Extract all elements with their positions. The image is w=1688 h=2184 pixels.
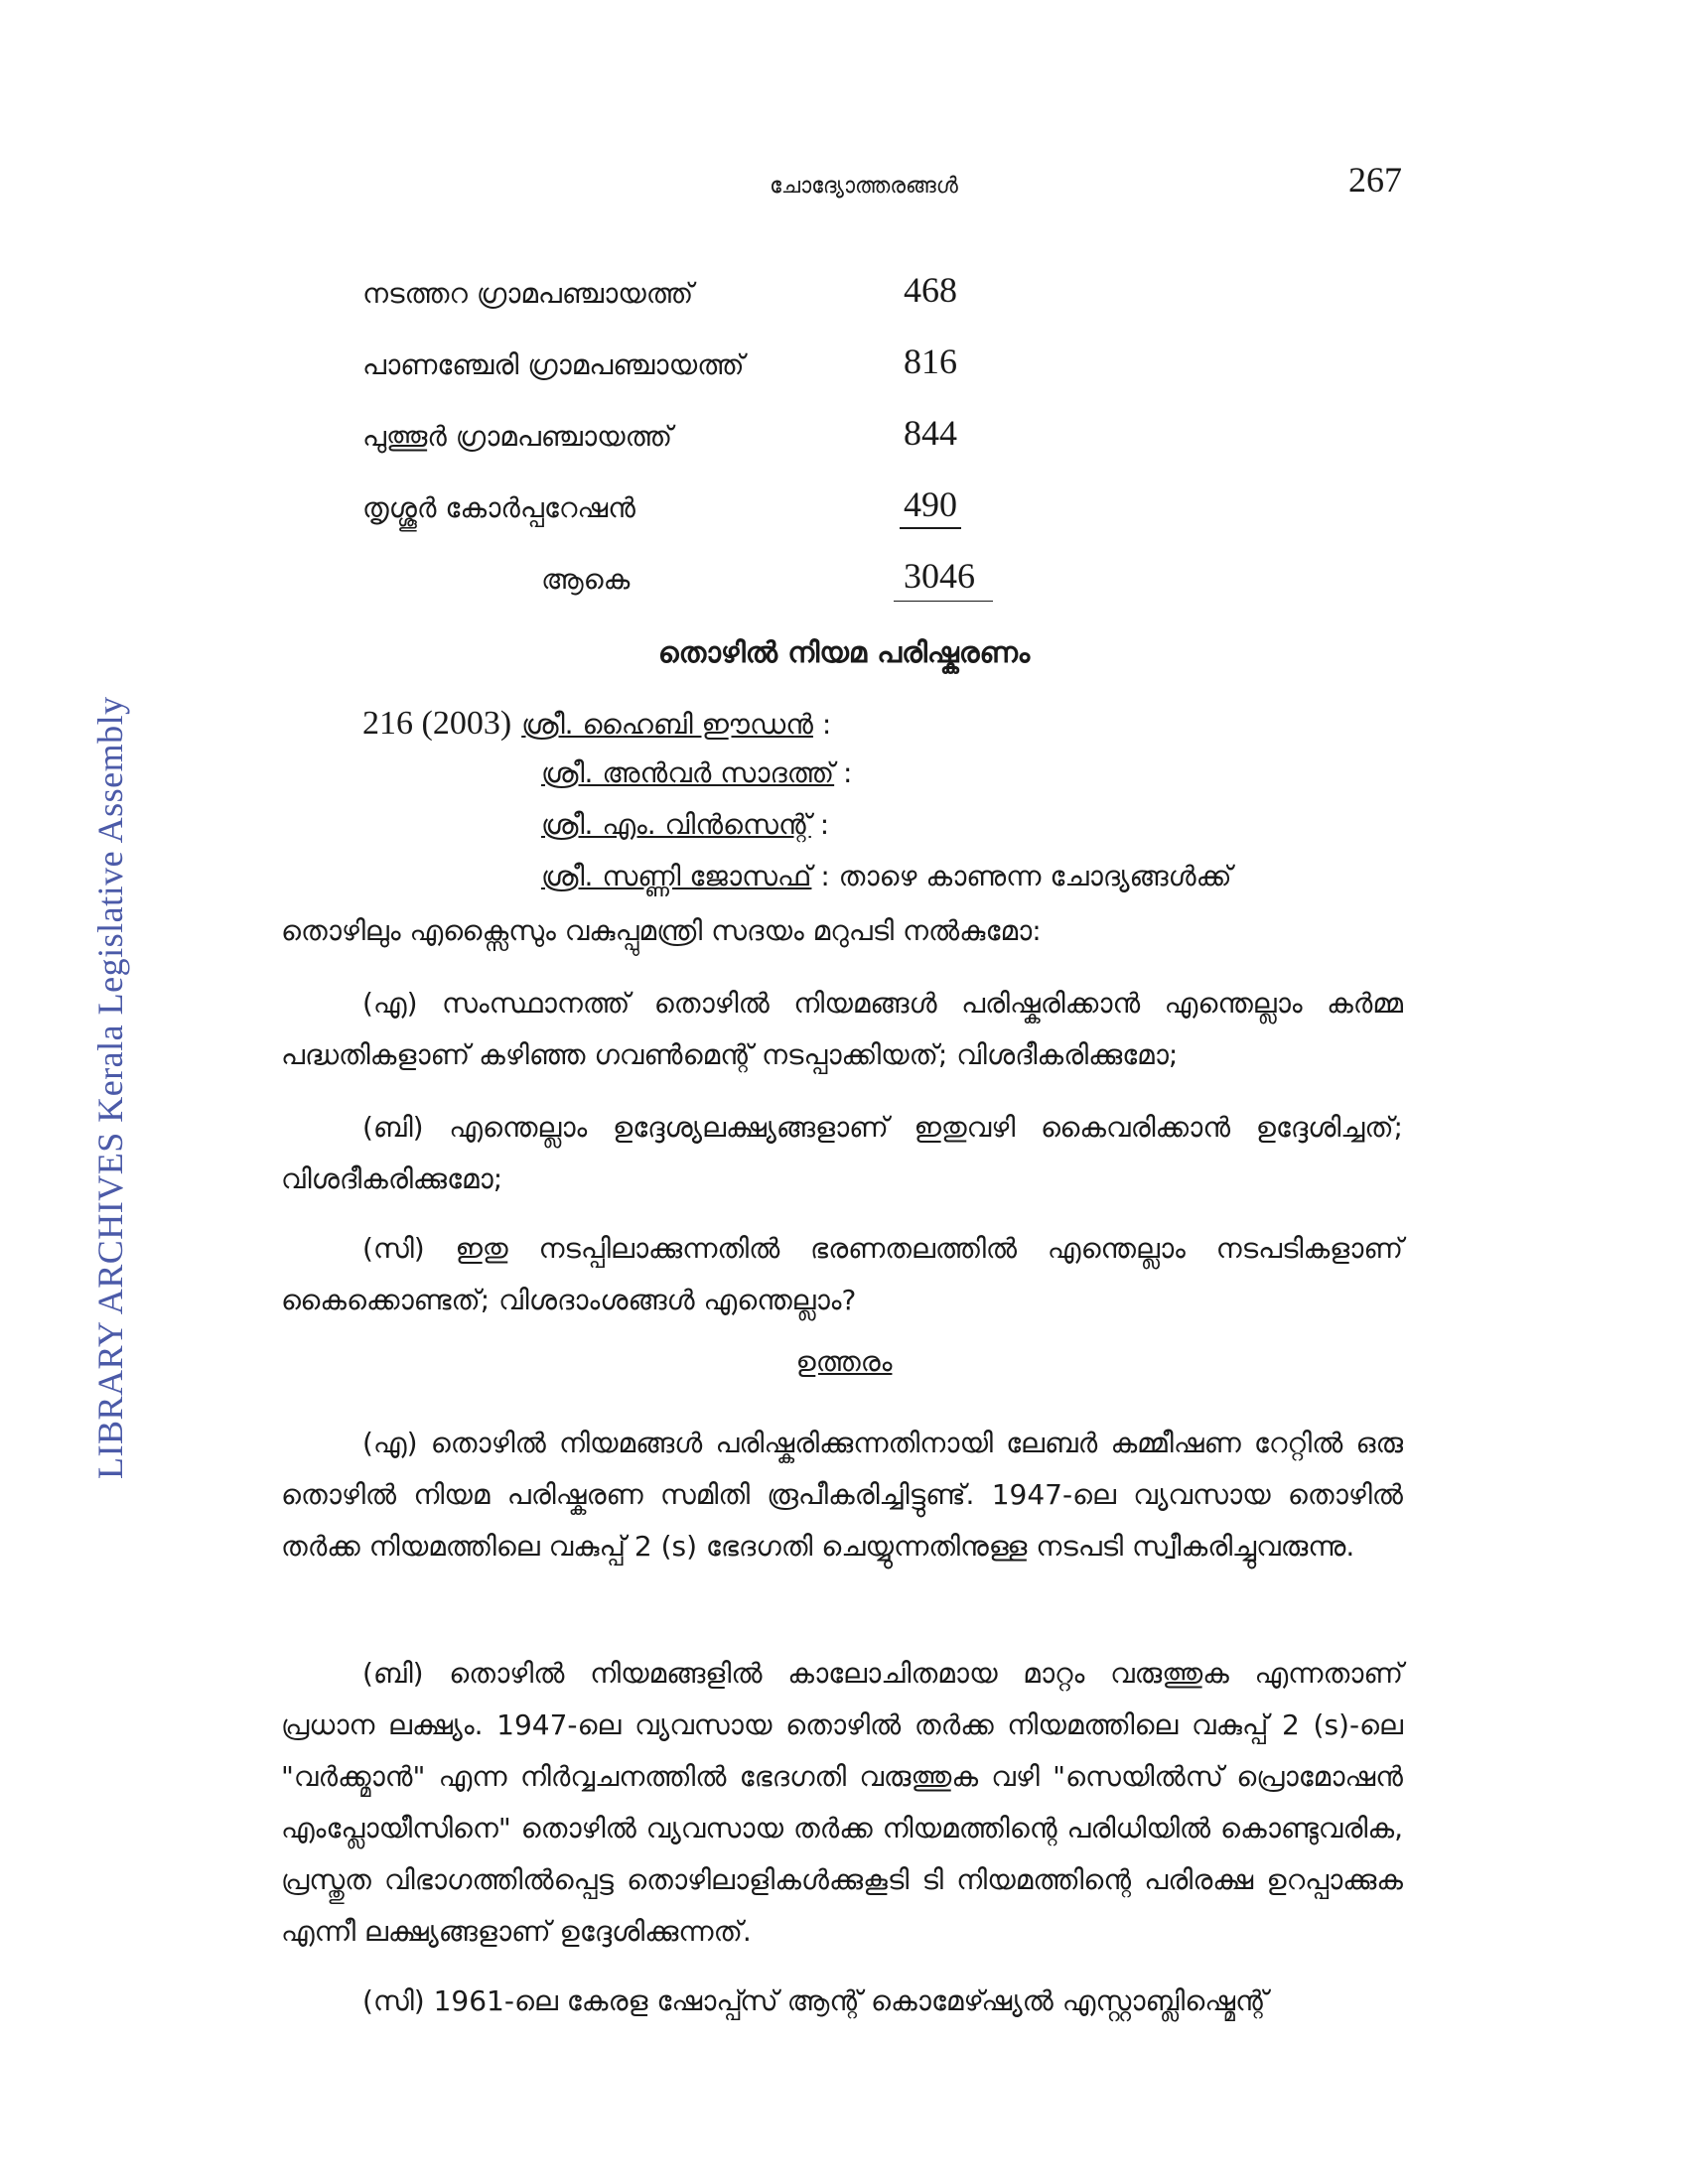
tally-total-row	[362, 549, 1057, 620]
question-member-line: ശ്രീ. എം. വിൻസെന്റ് :	[541, 808, 830, 841]
tally-row-value: 490	[900, 483, 961, 529]
tally-total-value: 3046	[904, 556, 975, 596]
total-rule	[894, 601, 993, 602]
question-part-b: (ബി) എന്തെല്ലാം ഉദ്ദേശ്യലക്ഷ്യങ്ങളാണ് ഇതുവഴി കൈവരിക്കാൻ ഉദ്ദേശിച്ചത്; വിശദീകരിക്കുമോ;	[281, 1111, 1403, 1195]
question-part-a: (എ) സംസ്ഥാനത്ത് തൊഴിൽ നിയമങ്ങൾ പരിഷ്കരിക്കാൻ എന്തെല്ലാം കർമ്മ പദ്ധതികളാണ് കഴിഞ്ഞ ഗവൺമെന്റ് നടപ്പാക്കിയത്; വിശദീകരിക്കുമോ;	[281, 987, 1403, 1071]
tally-total-label: ആകെ	[541, 563, 631, 596]
question-member-line: ശ്രീ. അൻവർ സാദത്ത് :	[541, 756, 853, 789]
member-name: ശ്രീ. ഹൈബി ഈഡൻ	[521, 708, 813, 741]
question-intro-line: തൊഴിലും എക്സൈസും വകുപ്പുമന്ത്രി സദയം മറുപടി നൽകുമോ:	[281, 914, 1042, 947]
tally-table	[362, 263, 1057, 620]
running-header: ചോദ്യോത്തരങ്ങൾ	[770, 174, 958, 199]
question-member-line: 216 (2003) ശ്രീ. ഹൈബി ഈഡൻ :	[362, 705, 832, 742]
answer-part-a: (എ) തൊഴിൽ നിയമങ്ങൾ പരിഷ്കരിക്കുന്നതിനായി ലേബർ കമ്മീഷണ റേറ്റിൽ ഒരു തൊഴിൽ നിയമ പരിഷ്കരണ സമിതി രൂപീകരിച്ചിട്ടുണ്ട്. 1947-ലെ വ്യവസായ തൊഴിൽ തർക്ക നിയമത്തിലെ വകുപ്പ് 2 (s) ഭേദഗതി ചെയ്യുന്നതിനുള്ള നടപടി സ്വീകരിച്ചുവരുന്നു.	[281, 1427, 1403, 1563]
tally-row	[362, 478, 1057, 549]
tally-row	[362, 406, 1057, 478]
tally-row-value: 844	[904, 413, 957, 453]
question-member-line	[362, 860, 1405, 911]
question-number: 216 (2003)	[362, 705, 512, 742]
tally-row-name: പാണഞ്ചേരി ഗ്രാമപഞ്ചായത്ത്	[362, 348, 745, 381]
archive-watermark: LIBRARY ARCHIVES Kerala Legislative Assembly	[90, 696, 130, 1479]
member-name: ശ്രീ. അൻവർ സാദത്ത്	[541, 756, 835, 789]
tally-row-value: 816	[904, 341, 957, 381]
tally-row	[362, 263, 1057, 335]
tally-row-value: 468	[904, 270, 957, 310]
member-name: ശ്രീ. എം. വിൻസെന്റ്	[541, 808, 811, 841]
question-intro: : താഴെ കാണുന്ന ചോദ്യങ്ങൾക്ക്	[820, 860, 1232, 892]
question-members	[362, 705, 1405, 911]
answer-part-c: (സി) 1961-ലെ കേരള ഷോപ്പ്സ് ആന്റ് കൊമേഴ്ഷ്യൽ എസ്റ്റാബ്ലിഷ്മെന്റ്	[362, 1984, 1268, 2017]
question-part-c: (സി) ഇതു നടപ്പിലാക്കുന്നതിൽ ഭരണതലത്തിൽ എന്തെല്ലാം നടപടികളാണ് കൈക്കൊണ്ടത്; വിശദാംശങ്ങൾ എന്തെല്ലാം?	[281, 1232, 1403, 1316]
answer-heading: ഉത്തരം	[795, 1345, 893, 1378]
member-name: ശ്രീ. സണ്ണി ജോസഫ്	[541, 860, 812, 892]
tally-row-name: തൃശ്ശൂർ കോർപ്പറേഷൻ	[362, 491, 635, 524]
tally-row-name: പുത്തൂർ ഗ്രാമപഞ്ചായത്ത്	[362, 420, 673, 453]
answer-part-b: (ബി) തൊഴിൽ നിയമങ്ങളിൽ കാലോചിതമായ മാറ്റം വരുത്തുക എന്നതാണ് പ്രധാന ലക്ഷ്യം. 1947-ലെ വ്യവസായ തൊഴിൽ തർക്ക നിയമത്തിലെ വകുപ്പ് 2 (s)-ലെ "വർക്ക്മാൻ" എന്ന നിർവ്വചനത്തിൽ ഭേദഗതി വരുത്തുക വഴി "സെയിൽസ് പ്രൊമോഷൻ എംപ്ലോയീസിനെ" തൊഴിൽ വ്യവസായ തർക്ക നിയമത്തിന്റെ പരിധിയിൽ കൊണ്ടുവരിക, പ്രസ്തുത വിഭാഗത്തിൽപ്പെട്ട തൊഴിലാളികൾക്കുകൂടി ടി നിയമത്തിന്റെ പരിരക്ഷ ഉറപ്പാക്കുക എന്നീ ലക്ഷ്യങ്ങളാണ് ഉദ്ദേശിക്കുന്നത്.	[281, 1657, 1403, 1948]
tally-row-name: നടത്തറ ഗ്രാമപഞ്ചായത്ത്	[362, 277, 694, 310]
section-title: തൊഴിൽ നിയമ പരിഷ്കരണം	[657, 635, 1031, 669]
page-number: 267	[1348, 160, 1402, 200]
tally-row	[362, 335, 1057, 406]
